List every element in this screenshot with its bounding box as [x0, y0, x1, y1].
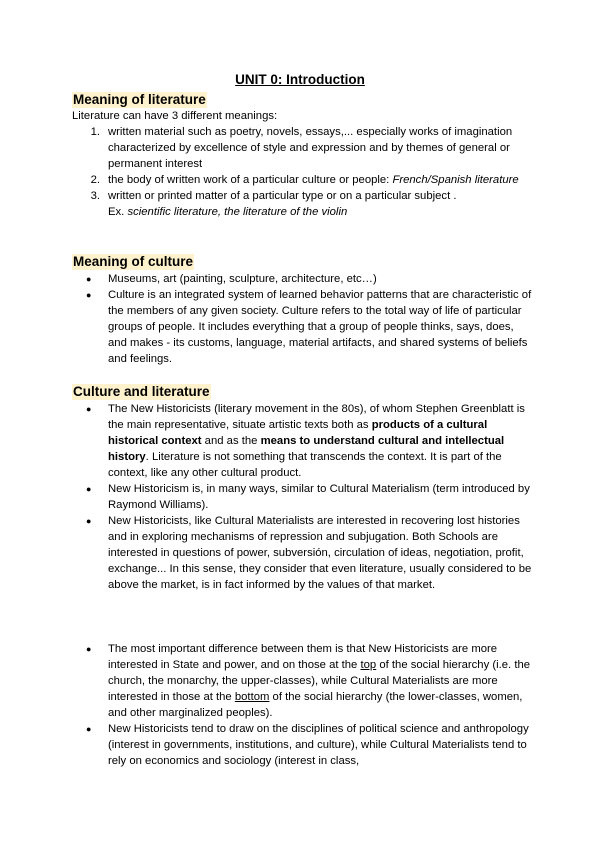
list-item: ● New Historicists tend to draw on the disciplines of political science and anthropology (interest in governments, institutions, and culture), while Cultural Materialists tend to rely on economics and sociology (interest in class,: [86, 723, 529, 767]
culture-literature-bullets-continued: [72, 641, 532, 769]
list-item: ● The New Historicists (literary movement in the 80s), of whom Stephen Greenblatt is the main representative, situate artistic texts both as products of a cultural historical context and as the means to understand cultural and intellectual history. Literature is not something that transcends the context. It is part of the context, like any other cultural product.: [86, 403, 525, 479]
list-item: ● New Historicists, like Cultural Materialists are interested in recovering lost histories and in exploring mechanisms of repression and subjugation. Both Schools are interested in questions of power, subversión, circulation of ideas, negotiation, profit, exchange... In this sense, they consider that even literature, usually considered to be above the market, is in fact informed by the values of that market.: [86, 515, 532, 591]
list-item: ● The most important difference between them is that New Historicists are more interested in State and power, and on those at the top of the social hierarchy (i.e. the church, the monarchy, the upper-classes), while Cultural Materialists are more interested in those at the bottom of the social hierarchy (the lower-classes, women, and other marginalized peoples).: [86, 643, 531, 719]
list-item: 2. the body of written work of a particular culture or people: French/Spanish literature: [90, 174, 519, 186]
list-item: ● Museums, art (painting, sculpture, architecture, etc…): [86, 273, 377, 285]
heading-meaning-of-culture: Meaning of culture: [73, 254, 194, 269]
culture-bullets: [72, 271, 532, 367]
literature-intro: Literature can have 3 different meanings:: [72, 110, 278, 122]
list-item: 1. written material such as poetry, novels, essays,... especially works of imagination characterized by excellence of style and expression and by themes of general or permanent interest: [90, 126, 513, 170]
list-item: 3. written or printed matter of a particular type or on a particular subject . Ex. scientific literature, the literature of the violin: [90, 190, 457, 218]
page-title: UNIT 0: Introduction: [235, 72, 365, 87]
literature-meanings-list: [72, 124, 532, 220]
culture-literature-bullets: [72, 401, 532, 593]
heading-meaning-of-literature: Meaning of literature: [73, 92, 206, 107]
list-item: ● Culture is an integrated system of learned behavior patterns that are characteristic of the members of any given society. Culture refers to the total way of life of particular groups of people. It includes everything that a group of people thinks, says, does, and makes - its customs, language, material artifacts, and shared systems of beliefs and feelings.: [86, 289, 532, 365]
heading-culture-and-literature: Culture and literature: [73, 384, 210, 399]
list-item: ● New Historicism is, in many ways, similar to Cultural Materialism (term introduced by Raymond Williams).: [86, 483, 530, 511]
